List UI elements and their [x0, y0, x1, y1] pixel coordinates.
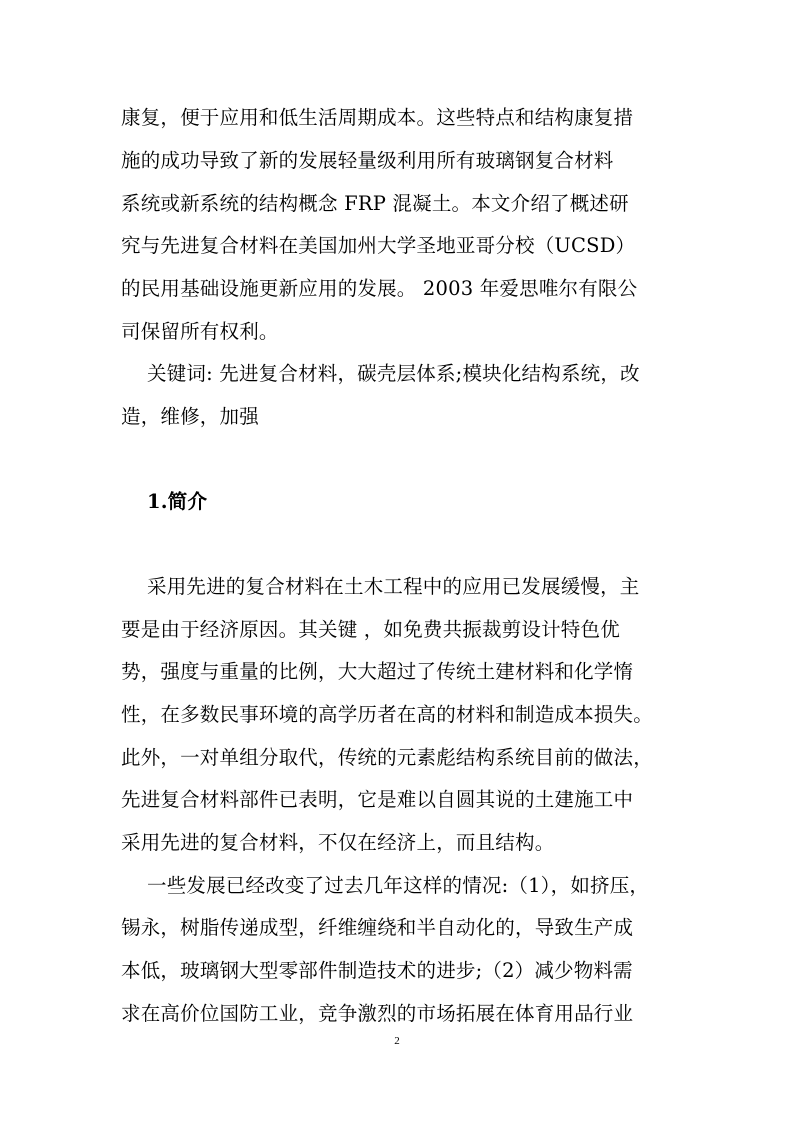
text-line: 先进复合材料部件已表明，它是难以自圆其说的土建施工中	[121, 788, 634, 811]
keywords-line: 关键词: 先进复合材料，碳壳层体系;模块化结构系统，改	[147, 362, 640, 385]
text-line: 施的成功导致了新的发展轻量级利用所有玻璃钢复合材料	[121, 149, 614, 172]
text-line: 求在高价位国防工业，竞争激烈的市场拓展在体育用品行业	[121, 1002, 634, 1025]
text-line: 锡永，树脂传递成型，纤维缠绕和半自动化的，导致生产成	[121, 916, 634, 939]
text-line: 康复，便于应用和低生活周期成本。这些特点和结构康复措	[121, 106, 634, 129]
text-line: 系统或新系统的结构概念 FRP 混凝土。本文介绍了概述研	[121, 192, 629, 215]
section-heading: 1.简介	[147, 490, 208, 513]
text-line: 此外，一对单组分取代，传统的元素彪结构系统目前的做法，	[121, 746, 653, 769]
text-line: 的民用基础设施更新应用的发展。 2003 年爱思唯尔有限公	[121, 277, 638, 300]
text-line: 采用先进的复合材料在土木工程中的应用已发展缓慢，主	[147, 575, 640, 598]
text-line: 性，在多数民事环境的高学历者在高的材料和制造成本损失。	[121, 703, 653, 726]
text-line: 采用先进的复合材料，不仅在经济上，而且结构。	[121, 831, 555, 854]
text-line: 本低，玻璃钢大型零部件制造技术的进步;（2）减少物料需	[121, 959, 633, 982]
text-line: 势，强度与重量的比例，大大超过了传统土建材料和化学惰	[121, 660, 634, 683]
text-line: 一些发展已经改变了过去几年这样的情况:（1），如挤压，	[147, 874, 650, 897]
text-line: 究与先进复合材料在美国加州大学圣地亚哥分校（UCSD）	[121, 234, 636, 257]
text-line: 造，维修，加强	[121, 405, 259, 428]
text-line: 要是由于经济原因。其关键 ，如免费共振裁剪设计特色优	[121, 618, 620, 641]
text-line: 司保留所有权利。	[121, 320, 279, 343]
page-number: 2	[394, 1035, 400, 1047]
